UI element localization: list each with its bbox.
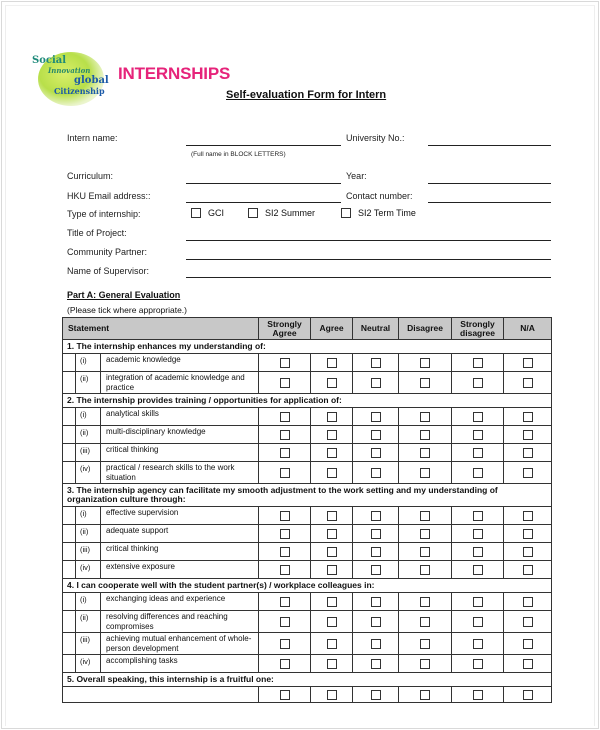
rating-cell-strongly-disagree	[452, 525, 504, 543]
form-title: Self-evaluation Form for Intern	[226, 89, 387, 101]
checkbox-agree[interactable]	[327, 597, 337, 607]
item-number: (iv)	[76, 462, 101, 484]
checkbox-na[interactable]	[523, 430, 533, 440]
rating-cell-strongly-disagree	[452, 593, 504, 611]
checkbox-strongly-disagree[interactable]	[473, 639, 483, 649]
column-header-statement: Statement	[63, 318, 259, 340]
logo-text-innovation: Innovation	[48, 66, 91, 75]
checkbox[interactable]	[341, 208, 351, 218]
item-number: (iii)	[76, 543, 101, 561]
rating-cell-strongly-disagree	[452, 543, 504, 561]
indent-cell	[63, 354, 76, 372]
checkbox-strongly-disagree[interactable]	[473, 547, 483, 557]
checkbox[interactable]	[248, 208, 258, 218]
table-row	[63, 687, 552, 703]
checkbox-agree[interactable]	[327, 378, 337, 388]
part-a-instruction: (Please tick where appropriate.)	[67, 305, 188, 315]
rating-cell-strongly-disagree	[452, 426, 504, 444]
checkbox-neutral[interactable]	[371, 690, 381, 700]
rating-cell-strongly-agree	[259, 462, 311, 484]
curriculum-label: Curriculum:	[67, 171, 114, 181]
checkbox-agree[interactable]	[327, 448, 337, 458]
rating-cell-na	[504, 633, 552, 655]
rating-cell-disagree	[399, 426, 452, 444]
rating-cell-neutral	[353, 354, 399, 372]
checkbox-agree[interactable]	[327, 639, 337, 649]
rating-cell-agree	[311, 593, 353, 611]
item-statement: extensive exposure	[101, 561, 259, 579]
type-option-label: SI2 Term Time	[358, 208, 416, 218]
table-row	[63, 408, 552, 426]
rating-cell-strongly-agree	[259, 354, 311, 372]
table-row	[63, 426, 552, 444]
checkbox-neutral[interactable]	[371, 511, 381, 521]
checkbox-strongly-agree[interactable]	[280, 358, 290, 368]
rating-cell-disagree	[399, 462, 452, 484]
rating-cell-agree	[311, 372, 353, 394]
rating-cell-na	[504, 525, 552, 543]
item-number: (ii)	[76, 426, 101, 444]
checkbox-neutral[interactable]	[371, 639, 381, 649]
checkbox-strongly-agree[interactable]	[280, 597, 290, 607]
checkbox-disagree[interactable]	[420, 597, 430, 607]
item-number: (iii)	[76, 633, 101, 655]
rating-cell-na	[504, 462, 552, 484]
section-title: 5. Overall speaking, this internship is a fruitful one:	[63, 673, 552, 687]
item-statement: academic knowledge	[101, 354, 259, 372]
indent-cell	[63, 507, 76, 525]
rating-cell-strongly-agree	[259, 507, 311, 525]
rating-cell-neutral	[353, 462, 399, 484]
rating-cell-disagree	[399, 655, 452, 673]
indent-cell	[63, 593, 76, 611]
indent-cell	[63, 408, 76, 426]
item-number: (i)	[76, 507, 101, 525]
indent-cell	[63, 633, 76, 655]
item-number: (iv)	[76, 561, 101, 579]
project-title-label: Title of Project:	[67, 228, 127, 238]
rating-cell-agree	[311, 444, 353, 462]
checkbox-neutral[interactable]	[371, 448, 381, 458]
rating-cell-neutral	[353, 561, 399, 579]
item-number: (ii)	[76, 372, 101, 394]
rating-cell-disagree	[399, 444, 452, 462]
rating-cell-na	[504, 372, 552, 394]
indent-cell	[63, 426, 76, 444]
rating-cell-disagree	[399, 633, 452, 655]
rating-cell-na	[504, 593, 552, 611]
rating-cell-strongly-agree	[259, 687, 311, 703]
checkbox-neutral[interactable]	[371, 358, 381, 368]
checkbox-agree[interactable]	[327, 468, 337, 478]
intern-name-label: Intern name:	[67, 133, 118, 143]
checkbox-disagree[interactable]	[420, 378, 430, 388]
checkbox-na[interactable]	[523, 448, 533, 458]
checkbox-strongly-agree[interactable]	[280, 378, 290, 388]
section-title: 4. I can cooperate well with the student partner(s) / workplace colleagues in:	[63, 579, 552, 593]
checkbox-disagree[interactable]	[420, 430, 430, 440]
checkbox-na[interactable]	[523, 659, 533, 669]
item-statement: accomplishing tasks	[101, 655, 259, 673]
checkbox-neutral[interactable]	[371, 565, 381, 575]
checkbox-na[interactable]	[523, 690, 533, 700]
logo-text-global: global	[74, 75, 109, 86]
checkbox-strongly-agree[interactable]	[280, 468, 290, 478]
column-header-neutral: Neutral	[353, 318, 399, 340]
rating-cell-disagree	[399, 408, 452, 426]
checkbox-agree[interactable]	[327, 358, 337, 368]
checkbox-neutral[interactable]	[371, 659, 381, 669]
table-row	[63, 633, 552, 655]
rating-cell-strongly-disagree	[452, 561, 504, 579]
checkbox-agree[interactable]	[327, 412, 337, 422]
checkbox-agree[interactable]	[327, 690, 337, 700]
item-statement: analytical skills	[101, 408, 259, 426]
rating-cell-neutral	[353, 525, 399, 543]
table-row	[63, 655, 552, 673]
part-a-heading: Part A: General Evaluation	[67, 290, 181, 300]
column-header-strongly-disagree: Strongly disagree	[452, 318, 504, 340]
rating-cell-disagree	[399, 561, 452, 579]
checkbox-na[interactable]	[523, 639, 533, 649]
table-row	[63, 593, 552, 611]
rating-cell-strongly-agree	[259, 611, 311, 633]
item-statement: achieving mutual enhancement of whole-person development	[101, 633, 259, 655]
checkbox[interactable]	[191, 208, 201, 218]
checkbox-neutral[interactable]	[371, 430, 381, 440]
checkbox-strongly-agree[interactable]	[280, 565, 290, 575]
rating-cell-neutral	[353, 633, 399, 655]
checkbox-disagree[interactable]	[420, 511, 430, 521]
rating-cell-agree	[311, 611, 353, 633]
rating-cell-disagree	[399, 611, 452, 633]
checkbox-strongly-agree[interactable]	[280, 617, 290, 627]
checkbox-strongly-disagree[interactable]	[473, 378, 483, 388]
type-option-label: SI2 Summer	[265, 208, 316, 218]
table-row	[63, 372, 552, 394]
rating-cell-neutral	[353, 408, 399, 426]
checkbox-na[interactable]	[523, 358, 533, 368]
rating-cell-na	[504, 655, 552, 673]
table-row	[63, 507, 552, 525]
table-row	[63, 354, 552, 372]
rating-cell-neutral	[353, 444, 399, 462]
checkbox-disagree[interactable]	[420, 547, 430, 557]
table-header-row	[63, 318, 552, 340]
rating-cell-strongly-disagree	[452, 507, 504, 525]
rating-cell-disagree	[399, 525, 452, 543]
checkbox-strongly-agree[interactable]	[280, 659, 290, 669]
checkbox-disagree[interactable]	[420, 565, 430, 575]
checkbox-strongly-disagree[interactable]	[473, 412, 483, 422]
checkbox-na[interactable]	[523, 412, 533, 422]
checkbox-na[interactable]	[523, 597, 533, 607]
checkbox-strongly-agree[interactable]	[280, 412, 290, 422]
evaluation-table	[62, 317, 552, 703]
rating-cell-agree	[311, 507, 353, 525]
rating-cell-na	[504, 561, 552, 579]
rating-cell-neutral	[353, 507, 399, 525]
intern-name-hint: (Full name in BLOCK LETTERS)	[191, 151, 286, 158]
checkbox-strongly-agree[interactable]	[280, 639, 290, 649]
item-statement: exchanging ideas and experience	[101, 593, 259, 611]
checkbox-neutral[interactable]	[371, 378, 381, 388]
year-field[interactable]	[428, 183, 551, 184]
section-row	[63, 340, 552, 354]
rating-cell-strongly-disagree	[452, 687, 504, 703]
column-header-disagree: Disagree	[399, 318, 452, 340]
section-title: 1. The internship enhances my understanding of:	[63, 340, 552, 354]
rating-cell-disagree	[399, 507, 452, 525]
checkbox-strongly-disagree[interactable]	[473, 597, 483, 607]
checkbox-neutral[interactable]	[371, 529, 381, 539]
rating-cell-agree	[311, 462, 353, 484]
checkbox-disagree[interactable]	[420, 529, 430, 539]
checkbox-strongly-disagree[interactable]	[473, 565, 483, 575]
item-statement: practical / research skills to the work situation	[101, 462, 259, 484]
section-title: 2. The internship provides training / opportunities for application of:	[63, 394, 552, 408]
item-statement: adequate support	[101, 525, 259, 543]
checkbox-strongly-agree[interactable]	[280, 690, 290, 700]
table-row	[63, 525, 552, 543]
checkbox-na[interactable]	[523, 529, 533, 539]
item-statement: effective supervision	[101, 507, 259, 525]
item-number: (ii)	[76, 525, 101, 543]
item-statement: critical thinking	[101, 543, 259, 561]
checkbox-na[interactable]	[523, 511, 533, 521]
checkbox-agree[interactable]	[327, 529, 337, 539]
rating-cell-disagree	[399, 354, 452, 372]
rating-cell-strongly-disagree	[452, 633, 504, 655]
checkbox-neutral[interactable]	[371, 547, 381, 557]
rating-cell-strongly-agree	[259, 655, 311, 673]
rating-cell-strongly-disagree	[452, 655, 504, 673]
rating-cell-disagree	[399, 687, 452, 703]
checkbox-strongly-agree[interactable]	[280, 430, 290, 440]
checkbox-na[interactable]	[523, 617, 533, 627]
table-row	[63, 611, 552, 633]
rating-cell-agree	[311, 561, 353, 579]
item-statement: multi-disciplinary knowledge	[101, 426, 259, 444]
checkbox-agree[interactable]	[327, 547, 337, 557]
item-statement: critical thinking	[101, 444, 259, 462]
indent-cell	[63, 444, 76, 462]
intern-name-field[interactable]	[186, 145, 341, 146]
checkbox-neutral[interactable]	[371, 617, 381, 627]
checkbox-agree[interactable]	[327, 430, 337, 440]
rating-cell-strongly-agree	[259, 444, 311, 462]
checkbox-strongly-disagree[interactable]	[473, 511, 483, 521]
table-row	[63, 444, 552, 462]
logo-text-citizenship: Citizenship	[54, 86, 105, 96]
checkbox-agree[interactable]	[327, 511, 337, 521]
section-row	[63, 673, 552, 687]
rating-cell-strongly-disagree	[452, 408, 504, 426]
indent-cell	[63, 543, 76, 561]
logo-text-social: Social	[32, 55, 67, 66]
item-number: (i)	[76, 593, 101, 611]
rating-cell-strongly-disagree	[452, 611, 504, 633]
university-no-label: University No.:	[346, 133, 405, 143]
checkbox-strongly-disagree[interactable]	[473, 468, 483, 478]
checkbox-neutral[interactable]	[371, 468, 381, 478]
rating-cell-na	[504, 507, 552, 525]
contact-label: Contact number:	[346, 191, 413, 201]
rating-cell-strongly-disagree	[452, 354, 504, 372]
rating-cell-neutral	[353, 687, 399, 703]
rating-cell-disagree	[399, 372, 452, 394]
checkbox-neutral[interactable]	[371, 412, 381, 422]
checkbox-strongly-disagree[interactable]	[473, 448, 483, 458]
checkbox-strongly-disagree[interactable]	[473, 617, 483, 627]
item-number: (ii)	[76, 611, 101, 633]
table-row	[63, 561, 552, 579]
rating-cell-strongly-agree	[259, 593, 311, 611]
social-innovation-logo	[28, 48, 116, 108]
university-no-field[interactable]	[428, 145, 551, 146]
indent-cell	[63, 561, 76, 579]
rating-cell-agree	[311, 354, 353, 372]
rating-cell-na	[504, 687, 552, 703]
supervisor-field[interactable]	[186, 277, 551, 278]
rating-cell-na	[504, 611, 552, 633]
checkbox-strongly-agree[interactable]	[280, 529, 290, 539]
column-header-na: N/A	[504, 318, 552, 340]
checkbox-strongly-disagree[interactable]	[473, 430, 483, 440]
indent-cell	[63, 462, 76, 484]
checkbox-strongly-agree[interactable]	[280, 547, 290, 557]
checkbox-strongly-disagree[interactable]	[473, 690, 483, 700]
checkbox-disagree[interactable]	[420, 412, 430, 422]
indent-cell	[63, 611, 76, 633]
indent-cell	[63, 525, 76, 543]
indent-cell	[63, 655, 76, 673]
rating-cell-neutral	[353, 593, 399, 611]
email-label: HKU Email address::	[67, 191, 151, 201]
table-row	[63, 543, 552, 561]
email-field[interactable]	[186, 202, 341, 203]
rating-cell-agree	[311, 408, 353, 426]
rating-cell-strongly-agree	[259, 408, 311, 426]
rating-cell-agree	[311, 543, 353, 561]
rating-cell-neutral	[353, 426, 399, 444]
checkbox-neutral[interactable]	[371, 597, 381, 607]
curriculum-field[interactable]	[186, 183, 341, 184]
statement-cell	[63, 687, 259, 703]
checkbox-na[interactable]	[523, 565, 533, 575]
checkbox-disagree[interactable]	[420, 358, 430, 368]
checkbox-strongly-disagree[interactable]	[473, 659, 483, 669]
checkbox-disagree[interactable]	[420, 639, 430, 649]
checkbox-agree[interactable]	[327, 565, 337, 575]
rating-cell-na	[504, 444, 552, 462]
checkbox-disagree[interactable]	[420, 617, 430, 627]
rating-cell-agree	[311, 525, 353, 543]
rating-cell-disagree	[399, 543, 452, 561]
rating-cell-disagree	[399, 593, 452, 611]
rating-cell-neutral	[353, 655, 399, 673]
item-number: (iv)	[76, 655, 101, 673]
rating-cell-strongly-disagree	[452, 444, 504, 462]
column-header-strongly-agree: Strongly Agree	[259, 318, 311, 340]
checkbox-agree[interactable]	[327, 659, 337, 669]
checkbox-disagree[interactable]	[420, 448, 430, 458]
rating-cell-neutral	[353, 543, 399, 561]
item-statement: resolving differences and reaching compromises	[101, 611, 259, 633]
item-number: (iii)	[76, 444, 101, 462]
section-row	[63, 394, 552, 408]
section-title: 3. The internship agency can facilitate my smooth adjustment to the work setting and my understanding of organization culture through:	[63, 484, 552, 507]
type-option-label: GCI	[208, 208, 225, 218]
rating-cell-strongly-disagree	[452, 462, 504, 484]
rating-cell-strongly-agree	[259, 372, 311, 394]
type-option-si2-summer[interactable]	[248, 208, 315, 218]
column-header-agree: Agree	[311, 318, 353, 340]
checkbox-disagree[interactable]	[420, 659, 430, 669]
checkbox-na[interactable]	[523, 468, 533, 478]
brand-title: INTERNSHIPS	[118, 64, 231, 83]
rating-cell-strongly-agree	[259, 633, 311, 655]
type-option-si2-term-time[interactable]	[341, 208, 416, 218]
rating-cell-agree	[311, 426, 353, 444]
checkbox-strongly-disagree[interactable]	[473, 529, 483, 539]
section-row	[63, 484, 552, 507]
year-label: Year:	[346, 171, 367, 181]
rating-cell-na	[504, 408, 552, 426]
rating-cell-na	[504, 543, 552, 561]
checkbox-strongly-agree[interactable]	[280, 448, 290, 458]
checkbox-strongly-disagree[interactable]	[473, 358, 483, 368]
type-option-gci[interactable]	[191, 208, 224, 218]
rating-cell-na	[504, 426, 552, 444]
checkbox-disagree[interactable]	[420, 468, 430, 478]
project-title-field[interactable]	[186, 240, 551, 241]
item-statement: integration of academic knowledge and practice	[101, 372, 259, 394]
rating-cell-agree	[311, 633, 353, 655]
indent-cell	[63, 372, 76, 394]
rating-cell-strongly-agree	[259, 426, 311, 444]
section-row	[63, 579, 552, 593]
item-number: (i)	[76, 408, 101, 426]
rating-cell-agree	[311, 687, 353, 703]
internship-type-label: Type of internship:	[67, 209, 141, 219]
rating-cell-neutral	[353, 611, 399, 633]
rating-cell-na	[504, 354, 552, 372]
rating-cell-strongly-agree	[259, 561, 311, 579]
community-partner-label: Community Partner:	[67, 247, 148, 257]
checkbox-strongly-agree[interactable]	[280, 511, 290, 521]
checkbox-agree[interactable]	[327, 617, 337, 627]
item-number: (i)	[76, 354, 101, 372]
checkbox-disagree[interactable]	[420, 690, 430, 700]
supervisor-label: Name of Supervisor:	[67, 266, 150, 276]
checkbox-na[interactable]	[523, 547, 533, 557]
rating-cell-strongly-disagree	[452, 372, 504, 394]
community-partner-field[interactable]	[186, 259, 551, 260]
rating-cell-neutral	[353, 372, 399, 394]
rating-cell-strongly-agree	[259, 525, 311, 543]
contact-field[interactable]	[428, 202, 551, 203]
checkbox-na[interactable]	[523, 378, 533, 388]
rating-cell-strongly-agree	[259, 543, 311, 561]
table-row	[63, 462, 552, 484]
rating-cell-agree	[311, 655, 353, 673]
